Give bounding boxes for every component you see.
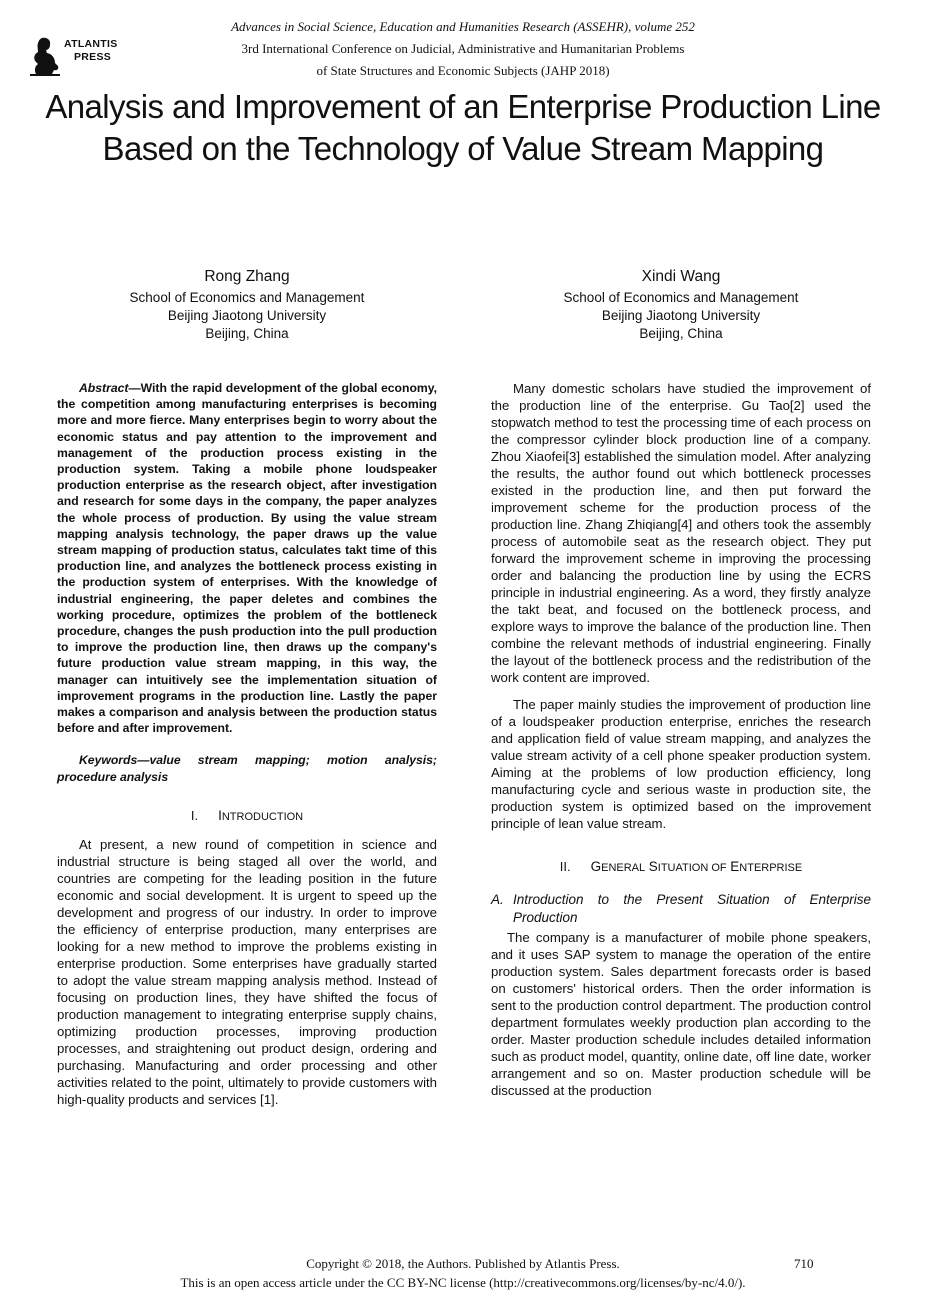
author-name: Rong Zhang: [204, 268, 290, 285]
body-paragraph: The paper mainly studies the improvement of production line of a loudspeaker production enterprise, enriches the research and application field of value stream mapping, and analyzes the value stream activity of a cell phone speaker production system. Aiming at the problems of low production efficiency, long manufacturing cycle and serious waste in production site, the production system is optimized based on the improvement principle of lean value stream.: [491, 697, 871, 831]
logo-text-line1: ATLANTIS: [64, 38, 118, 50]
author-location: Beijing, China: [205, 326, 289, 341]
atlantis-press-logo: [28, 36, 128, 76]
page-footer: [0, 1254, 926, 1292]
keywords-text: —value stream mapping; motion analysis; procedure analysis: [57, 753, 437, 784]
body-paragraph: Many domestic scholars have studied the improvement of the production line of the enterprise. Gu Tao[2] used the stopwatch method to test the processing time of each process on the compressor cylinder block production line of a company. Zhou Xiaofei[3] established the simulation model. After analyzing the results, the author found out which bottleneck processes existed in the production line, and then put forward the improvement scheme for the production process of the production line. Zhang Zhiqiang[4] and others took the assembly process of automobile seat as the research object. They put forward the improvement scheme in improving the processing order and balancing the production line by using the ECRS principle in industrial engineering. As a word, they firstly analyze the takt beat, and focused on the bottleneck process, and explore ways to improve the balance of the production line. Then combine the relevant methods of industrial engineering. Finally the layout of the bottleneck process and the redistribution of the work content are improved.: [491, 381, 871, 685]
subsection-letter: A.: [491, 892, 504, 907]
subsection-a-paragraph: The company is a manufacturer of mobile phone speakers, and it uses SAP system to manage the operation of the entire production system. Sales department forecasts order is based on customers' historical orders. Then the order information is sent to the production control department. The production control department formulates weekly production plan according to the order. Master production schedule includes detailed information such as product model, quantity, online date, off line date, worker arrangement and so on. Master production schedule will be discussed at the production: [491, 930, 871, 1098]
license-notice: This is an open access article under the CC BY-NC license (http://creativecommons.org/licenses/by-nc/4.0/).: [180, 1275, 746, 1290]
conference-line-2: of State Structures and Economic Subjects (JAHP 2018): [316, 63, 610, 78]
author-university: Beijing Jiaotong University: [601, 308, 761, 323]
thinker-icon: [28, 36, 62, 76]
keywords-label: Keywords: [79, 753, 138, 768]
author-department: School of Economics and Management: [563, 290, 799, 305]
author-block-2: [531, 268, 831, 343]
section-heading-introduction: I. INTRODUCTION: [190, 807, 304, 823]
author-department: School of Economics and Management: [129, 290, 365, 305]
right-column: [491, 380, 871, 1099]
author-name: Xindi Wang: [641, 268, 721, 285]
author-location: Beijing, China: [639, 326, 723, 341]
running-header: [0, 16, 926, 82]
author-block-1: [97, 268, 397, 343]
subsection-title: Introduction to the Present Situation of Enterprise Production: [513, 892, 871, 925]
section-heading-general-situation: II. GENERAL SITUATION OF ENTERPRISE: [559, 859, 803, 874]
section-number: I.: [190, 807, 199, 823]
intro-paragraph: At present, a new round of competition in science and industrial structure is being staged all over the world, and countries are competing for the leading position in the future economic and social development. It is urgent to speed up the development and progress of our industry. In order to improve the efficiency of enterprise production, many enterprises are looking for a new method to improve the problems existing in enterprise production. Some enterprises have gradually started to adopt the value stream mapping analysis method. Instead of focusing on production lines, they have shifted the focus of production management to integrating enterprise supply chains, optimizing production processes, improving production processes, and straightening out product design, ordering and purchasing. Manufacturing and order processing and other activities related to the point, ultimately to provide customers with high-quality products and services [1].: [57, 836, 437, 1107]
journal-line: Advances in Social Science, Education and Humanities Research (ASSEHR), volume 252: [231, 19, 695, 34]
paper-title: Analysis and Improvement of an Enterprise Production Line Based on the Technology of Value Stream Mapping: [45, 88, 881, 167]
abstract-label: Abstract: [79, 381, 129, 395]
conference-line-1: 3rd International Conference on Judicial, Administrative and Humanitarian Problems: [241, 41, 685, 56]
subsection-heading-a: [491, 891, 871, 927]
author-university: Beijing Jiaotong University: [167, 308, 327, 323]
copyright-notice: Copyright © 2018, the Authors. Published by Atlantis Press.: [306, 1256, 620, 1271]
keywords: [57, 752, 437, 784]
logo-text-line2: PRESS: [74, 51, 112, 63]
page-number: 710: [794, 1256, 814, 1271]
abstract: [57, 380, 437, 736]
abstract-text: —With the rapid development of the global economy, the competition among manufacturing enterprises is becoming more and more fierce. Many enterprises begin to worry about the economic status and pay attention to the improvement and management of the production process existing in the production system. Taking a mobile phone loudspeaker production enterprise as the research object, after investigation and research for some days in the company, the paper analyzes the whole process of production. By using the value stream mapping analysis technology, the paper draws up the value stream mapping of production status, calculates takt time of this production line, and analyzes the bottleneck process existing in the production system of enterprises. With the knowledge of industrial engineering, the paper deletes and combines the working procedure, optimizes the problem of the bottleneck procedure, changes the push production into the pull production to improve the production line, then draws up the company's future production value stream mapping, in this way, the manager can intuitively see the implementation situation of improvement programs in the production line. Lastly the paper makes a comparison and analysis between the production status before and after improvement.: [57, 381, 437, 736]
section-number: II.: [559, 859, 571, 874]
left-column: [57, 380, 437, 1108]
